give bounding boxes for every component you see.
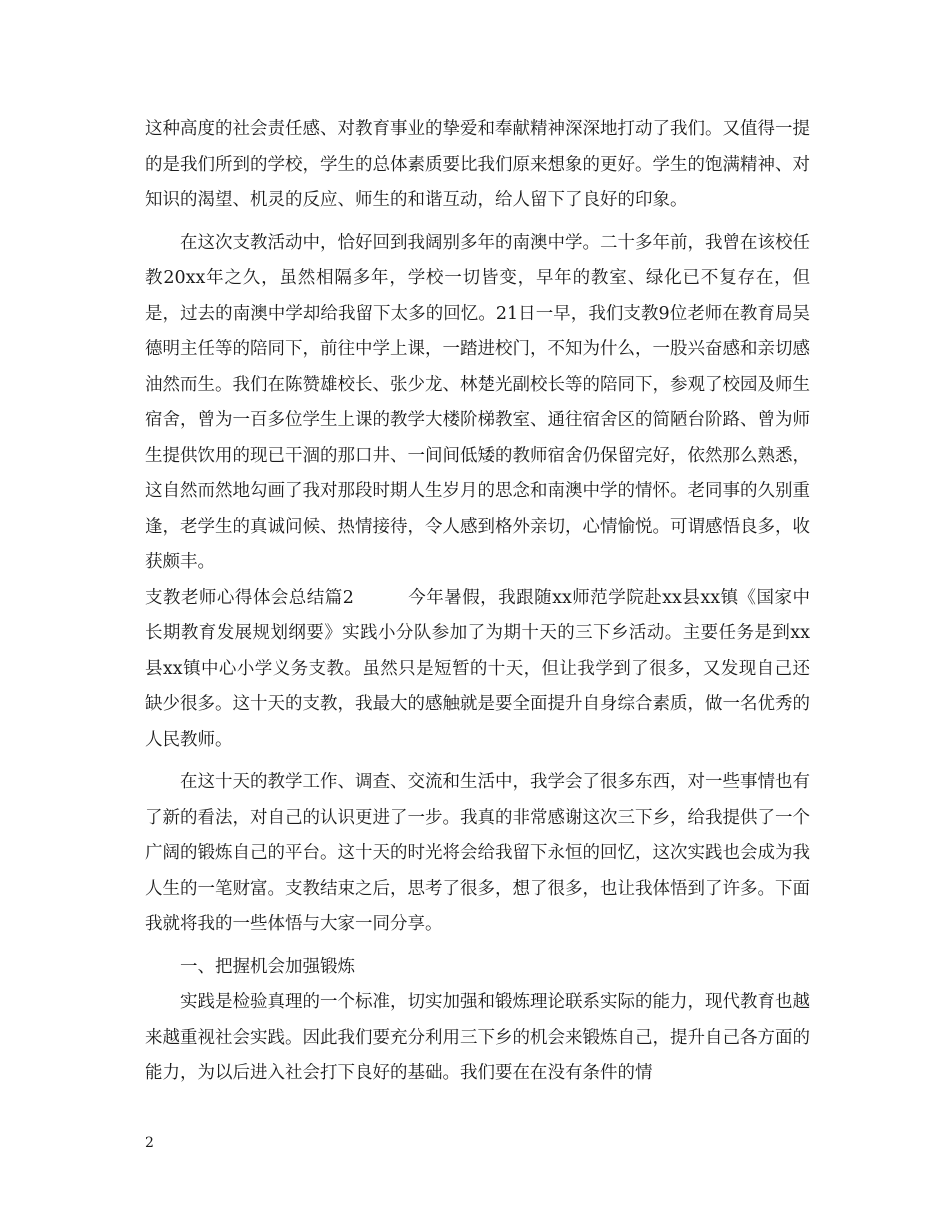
- paragraph-3-section-heading: 支教老师心得体会总结篇2 今年暑假，我跟随xx师范学院赴xx县xx镇《国家中长期教育发展规划纲要》实践小分队参加了为期十天的三下乡活动。主要任务是到xx县xx镇中心小学义务支教。虽然只是短暂的十天，但让我学到了很多，又发现自己还缺少很多。这十天的支教，我最大的感触就是要全面提升自身综合素质，做一名优秀的人民教师。: [145, 587, 810, 750]
- paragraph-2: 在这次支教活动中，恰好回到我阔别多年的南澳中学。二十多年前，我曾在该校任教20xx年之久，虽然相隔多年，学校一切皆变，早年的教室、绿化已不复存在，但是，过去的南澳中学却给我留下太多的回忆。21日一早，我们支教9位老师在教育局吴德明主任等的陪同下，前往中学上课，一踏进校门，不知为什么，一股兴奋感和亲切感油然而生。我们在陈赞雄校长、张少龙、林楚光副校长等的陪同下，参观了校园及师生宿舍，曾为一百多位学生上课的教学大楼阶梯教室、通往宿舍区的简陋台阶路、曾为师生提供饮用的现已干涸的那口井、一间间低矮的教师宿舍仍保留完好，依然那么熟悉，这自然而然地勾画了我对那段时期人生岁月的思念和南澳中学的情怀。老同事的久别重逢，老学生的真诚问候、热情接待，令人感到格外亲切，心情愉悦。可谓感悟良多，收获颇丰。: [145, 232, 810, 572]
- paragraph-5: 实践是检验真理的一个标准，切实加强和锻炼理论联系实际的能力，现代教育也越来越重视社会实践。因此我们要充分利用三下乡的机会来锻炼自己，提升自己各方面的能力，为以后进入社会打下良好的基础。我们要在在没有条件的情: [145, 992, 810, 1083]
- paragraph-1: 这种高度的社会责任感、对教育事业的挚爱和奉献精神深深地打动了我们。又值得一提的是我们所到的学校，学生的总体素质要比我们原来想象的更好。学生的饱满精神、对知识的渴望、机灵的反应、师生的和谐互动，给人留下了良好的印象。: [145, 119, 810, 210]
- subheading-seize-opportunity: 一、把握机会加强锻炼: [180, 956, 355, 977]
- document-body: [145, 112, 810, 1099]
- page-number: 2: [145, 1135, 154, 1151]
- paragraph-4: 在这十天的教学工作、调查、交流和生活中，我学会了很多东西，对一些事情也有了新的看法，对自己的认识更进了一步。我真的非常感谢这次三下乡，给我提供了一个广阔的锻炼自己的平台。这十天的时光将会给我留下永恒的回忆，这次实践也会成为我人生的一笔财富。支教结束之后，思考了很多，想了很多，也让我体悟到了许多。下面我就将我的一些体悟与大家一同分享。: [145, 772, 810, 934]
